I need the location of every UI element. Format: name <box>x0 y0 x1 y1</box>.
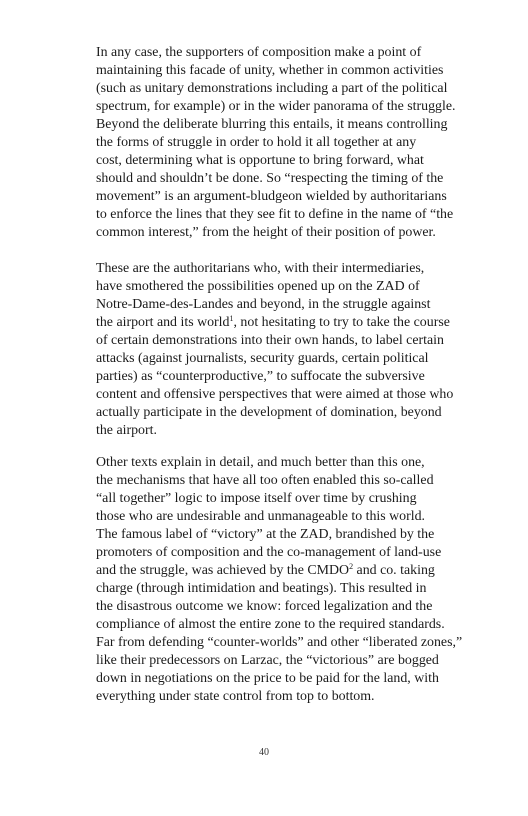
text-segment: the airport and its world <box>96 315 230 330</box>
text-line-with-footnote <box>96 562 480 580</box>
text-line: content and offensive perspectives that were aimed at those who <box>96 387 454 402</box>
paragraph-2 <box>96 260 480 440</box>
text-line: Notre-Dame-des-Landes and beyond, in the struggle against <box>96 297 431 312</box>
text-line: those who are undesirable and unmanageable to this world. <box>96 509 426 524</box>
text-line: movement” is an argument-bludgeon wielded by authoritarians <box>96 189 447 204</box>
text-line: common interest,” from the height of their position of power. <box>96 225 436 240</box>
paragraph-1 <box>96 44 480 242</box>
text-line: (such as unitary demonstrations including a part of the political <box>96 81 448 96</box>
text-line: like their predecessors on Larzac, the “victorious” are bogged <box>96 653 439 668</box>
text-line: These are the authoritarians who, with their intermediaries, <box>96 261 425 276</box>
paragraph-3 <box>96 454 480 706</box>
text-line: Far from defending “counter-worlds” and other “liberated zones,” <box>96 635 463 650</box>
text-line: maintaining this facade of unity, whether in common activities <box>96 63 444 78</box>
text-line: spectrum, for example) or in the wider panorama of the struggle. <box>96 99 456 114</box>
text-line: The famous label of “victory” at the ZAD, brandished by the <box>96 527 435 542</box>
text-line: In any case, the supporters of composition make a point of <box>96 45 422 60</box>
text-line: of certain demonstrations into their own hands, to label certain <box>96 333 444 348</box>
text-segment: and the struggle, was achieved by the CMDO <box>96 563 350 578</box>
text-line: parties) as “counterproductive,” to suffocate the subversive <box>96 369 425 384</box>
text-line: cost, determining what is opportune to bring forward, what <box>96 153 424 168</box>
text-line: to enforce the lines that they see fit to define in the name of “the <box>96 207 454 222</box>
text-line: the mechanisms that have all too often enabled this so-called <box>96 473 434 488</box>
text-line: the forms of struggle in order to hold it all together at any <box>96 135 417 150</box>
text-line: have smothered the possibilities opened up on the ZAD of <box>96 279 420 294</box>
page-number: 40 <box>259 747 269 758</box>
text-line: actually participate in the development of domination, beyond <box>96 405 442 420</box>
text-line: “all together” logic to impose itself over time by crushing <box>96 491 417 506</box>
text-line: the disastrous outcome we know: forced legalization and the <box>96 599 433 614</box>
text-segment: , not hesitating to try to take the course <box>233 315 450 330</box>
text-line: Other texts explain in detail, and much better than this one, <box>96 455 425 470</box>
text-line: Beyond the deliberate blurring this entails, it means controlling <box>96 117 448 132</box>
text-line: should and shouldn’t be done. So “respecting the timing of the <box>96 171 444 186</box>
text-line: compliance of almost the entire zone to the required standards. <box>96 617 445 632</box>
footnote-reference-1[interactable]: 1 <box>229 314 234 323</box>
text-line: the airport. <box>96 423 157 438</box>
text-line: down in negotiations on the price to be paid for the land, with <box>96 671 439 686</box>
text-line: charge (through intimidation and beatings). This resulted in <box>96 581 427 596</box>
text-segment: and co. taking <box>353 563 435 578</box>
text-line: everything under state control from top to bottom. <box>96 689 375 704</box>
text-line: promoters of composition and the co-management of land-use <box>96 545 442 560</box>
text-line: attacks (against journalists, security guards, certain political <box>96 351 429 366</box>
footnote-reference-2[interactable]: 2 <box>349 562 354 571</box>
text-line-with-footnote <box>96 314 480 332</box>
